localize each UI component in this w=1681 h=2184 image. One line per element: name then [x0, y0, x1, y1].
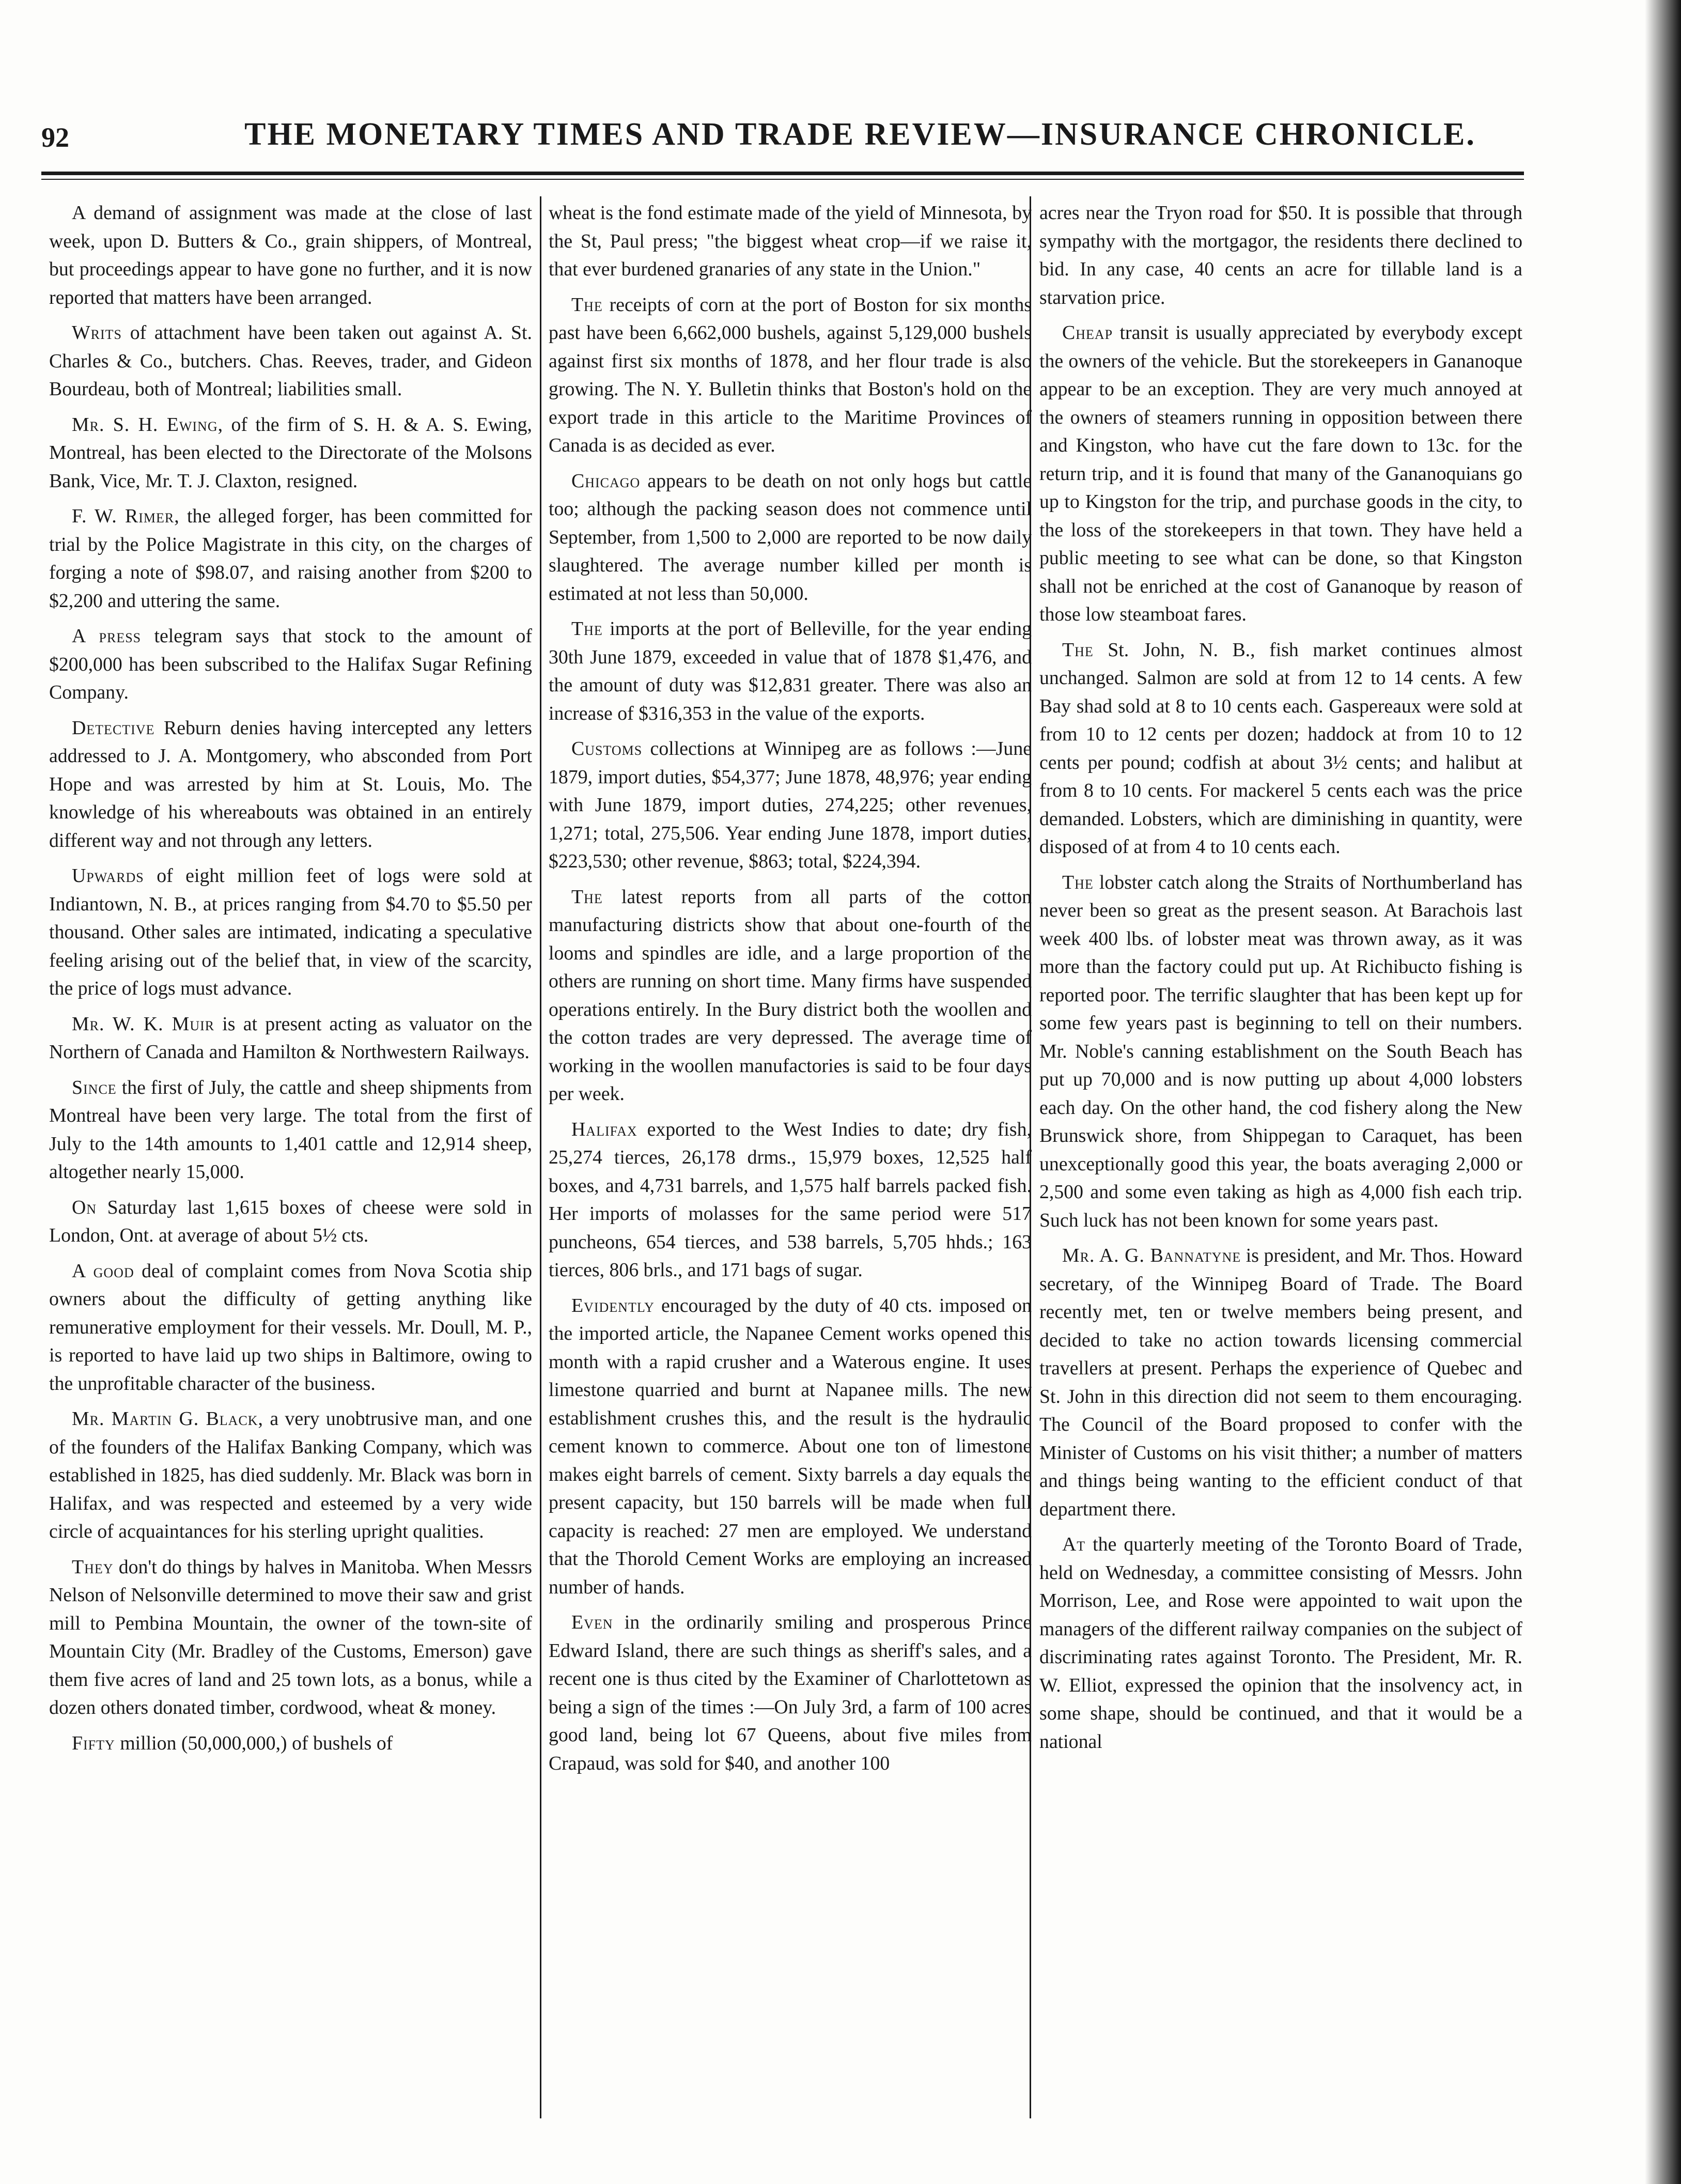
page-header: [41, 116, 1524, 163]
paragraph-text: is president, and Mr. Thos. Howard secretary, of the Winnipeg Board of Trade. The Board recently met, ten or twelve members being present, and decided to take no action towards licensing commercial travellers at present. Perhaps the experience of Quebec and St. John in this direction did not seem to them encouraging. The Council of the Board proposed to confer with the Minister of Customs on his visit thither; a number of matters and things being wanting to the efficient conduct of that department there.: [1039, 1245, 1522, 1520]
page-number: 92: [41, 122, 69, 153]
article-paragraph: [549, 615, 1032, 727]
paragraph-lead: A press: [72, 625, 142, 647]
article-paragraph: [49, 319, 532, 404]
paragraph-lead: Even: [571, 1612, 613, 1633]
paragraph-lead: Mr. Martin G. Black,: [72, 1408, 264, 1430]
paragraph-text: collections at Winnipeg are as follows :—June 1879, import duties, $54,377; June 1878, 48,976; year ending with June 1879, import duties, 274,225; other revenues, 1,271; total, 275,506. Year ending June 1878, import duties, $223,530; other revenue, $863; total, $224,394.: [549, 738, 1032, 872]
paragraph-text: don't do things by halves in Manitoba. When Messrs Nelson of Nelsonville determined to move their saw and grist mill to Pembina Mountain, the owner of the town-site of Mountain City (Mr. Bradley of the Customs, Emerson) gave them five acres of land and 25 town lots, as a bonus, while a dozen others donated timber, cordwood, wheat & money.: [49, 1556, 532, 1718]
paragraph-lead: F. W. Rimer,: [72, 505, 180, 527]
paragraph-text: Saturday last 1,615 boxes of cheese were sold in London, Ont. at average of about 5½ cts.: [49, 1196, 532, 1246]
paragraph-lead: Customs: [571, 738, 643, 760]
article-paragraph: [1039, 869, 1522, 1235]
article-paragraph: [549, 1116, 1032, 1284]
article-paragraph: [1039, 1530, 1522, 1756]
article-paragraph: [49, 199, 532, 312]
paragraph-text: deal of complaint comes from Nova Scotia ship owners about the difficulty of getting anything like remunerative employment for their vessels. Mr. Doull, M. P., is reported to have laid up two ships in Baltimore, owing to the unprofitable character of the business.: [49, 1260, 532, 1395]
column-1: [49, 199, 532, 2126]
header-rule-thin: [41, 179, 1524, 180]
article-paragraph: [1039, 1242, 1522, 1523]
paragraph-text: a very unobtrusive man, and one of the founders of the Halifax Banking Company, which was established in 1825, has died suddenly. Mr. Black was born in Halifax, and was respected and esteemed by a very wide circle of acquaintances for his sterling upright qualities.: [49, 1408, 532, 1542]
paragraph-text: receipts of corn at the port of Boston for six months past have been 6,662,000 bushels, against 5,129,000 bushels against first six months of 1878, and her flour trade is also growing. The N. Y. Bulletin thinks that Boston's hold on the export trade in this article to the Maritime Provinces of Canada is as decided as ever.: [549, 293, 1032, 456]
paragraph-text: in the ordinarily smiling and prosperous Prince Edward Island, there are such things as sheriff's sales, and a recent one is thus cited by the Examiner of Charlottetown as being a sign of the times :—On July 3rd, a farm of 100 acres good land, being lot 67 Queens, about five miles from Crapaud, was sold for $40, and another 100: [549, 1612, 1032, 1774]
paragraph-lead: The: [1062, 639, 1094, 661]
article-paragraph: [49, 1257, 532, 1398]
paragraph-text: of the firm of S. H. & A. S. Ewing, Montreal, has been elected to the Directorate of the Molsons Bank, Vice, Mr. T. J. Claxton, resigned.: [49, 413, 532, 492]
paragraph-lead: At: [1062, 1534, 1086, 1555]
paragraph-lead: The: [1062, 871, 1094, 893]
paragraph-text: exported to the West Indies to date; dry fish, 25,274 tierces, 26,178 drms., 15,979 boxes, 12,525 half boxes, and 4,731 barrels, and 1,575 half barrels packed fish. Her imports of molasses for the same period were 517 puncheons, 654 tierces, and 538 barrels, 5,705 hhds.; 163 tierces, 806 brls., and 171 bags of sugar.: [549, 1118, 1032, 1281]
article-paragraph: [49, 502, 532, 615]
article-paragraph: [549, 735, 1032, 876]
paragraph-lead: Evidently: [571, 1294, 655, 1316]
article-paragraph: [49, 1553, 532, 1722]
paragraph-text: imports at the port of Belleville, for the year ending 30th June 1879, exceeded in value that of 1878 $1,476, and the amount of duty was $12,831 greater. There was also an increase of $316,353 in the value of the exports.: [549, 618, 1032, 724]
article-paragraph: [49, 862, 532, 1003]
article-paragraph: [49, 1010, 532, 1066]
article-paragraph: [49, 1194, 532, 1250]
paragraph-lead: Fifty: [72, 1732, 115, 1754]
paragraph-text: St. John, N. B., fish market continues almost unchanged. Salmon are sold at from 12 to 14 cents. A few Bay shad sold at 8 to 10 cents each. Gaspereaux were sold at from 10 to 12 cents per dozen; haddock at from 10 to 12 cents per pound; codfish at about 3½ cents; and halibut at from 8 to 10 cents. For mackerel 5 cents each was the price demanded. Lobsters, which are diminishing in quantity, were disposed of at from 4 to 10 cents each.: [1039, 639, 1522, 858]
paragraph-text: appears to be death on not only hogs but cattle too; although the packing season does not commence until September, from 1,500 to 2,000 are reported to be now daily slaughtered. The average number killed per month is estimated at not less than 50,000.: [549, 470, 1032, 605]
article-paragraph: [49, 622, 532, 707]
paragraph-text: of eight million feet of logs were sold at Indiantown, N. B., at prices ranging from $4.70 to $5.50 per thousand. Other sales are intimated, indicating a speculative feeling arising out of the belief that, in view of the scarcity, the price of logs must advance.: [49, 865, 532, 999]
paragraph-text: the first of July, the cattle and sheep shipments from Montreal have been very large. The total from the first of July to the 14th amounts to 1,401 cattle and 12,914 sheep, altogether nearly 15,000.: [49, 1076, 532, 1183]
paragraph-text: million (50,000,000,) of bushels of: [115, 1732, 393, 1754]
article-paragraph: [49, 1074, 532, 1186]
article-paragraph: [549, 199, 1032, 284]
paragraph-text: transit is usually appreciated by everybody except the owners of the vehicle. But the storekeepers in Gananoque appear to be an exception. They are very much annoyed at the owners of steamers running in opposition between there and Kingston, who have cut the fare down to 13c. for the return trip, and it is found that many of the Gananoquians go up to Kingston for the trip, and purchase goods in the city, to the loss of the storekeepers in that town. They have held a public meeting to see what can be done, so that Kingston shall not be enriched at the cost of Gananoque by reason of those low steamboat fares.: [1039, 322, 1522, 625]
paragraph-lead: Mr. S. H. Ewing,: [72, 413, 224, 436]
article-paragraph: [549, 1608, 1032, 1777]
article-paragraph: [549, 467, 1032, 608]
paragraph-lead: Writs: [72, 322, 122, 344]
paragraph-lead: Mr. A. G. Bannatyne: [1062, 1245, 1241, 1266]
paragraph-text: wheat is the fond estimate made of the yield of Minnesota, by the St, Paul press; "the biggest wheat crop—if we raise it, that ever burdened granaries of any state in the Union.": [549, 202, 1032, 280]
article-paragraph: [549, 291, 1032, 460]
paragraph-lead: Upwards: [72, 865, 144, 887]
column-3: [1039, 199, 1522, 2126]
article-paragraph: [49, 411, 532, 495]
article-paragraph: [1039, 319, 1522, 629]
paragraph-lead: Halifax: [571, 1118, 637, 1140]
paragraph-lead: Cheap: [1062, 322, 1113, 344]
paragraph-lead: Detective: [72, 717, 155, 739]
paragraph-text: encouraged by the duty of 40 cts. imposed on the imported article, the Napanee Cement works opened this month with a rapid crusher and a Waterous engine. It uses limestone quarried and burnt at Napanee mills. The new establishment crushes this, and the result is the hydraulic cement known to commerce. About one ton of limestone makes eight barrels of cement. Sixty barrels a day equals the present capacity, but 150 barrels will be made when full capacity is reached: 27 men are employed. We understand that the Thorold Cement Works are employing an increased number of hands.: [549, 1294, 1032, 1598]
paragraph-lead: They: [72, 1556, 114, 1578]
page-edge-shadow: [1645, 0, 1681, 2184]
paragraph-text: is at present acting as valuator on the Northern of Canada and Hamilton & Northwestern Railways.: [49, 1013, 532, 1063]
article-paragraph: [549, 883, 1032, 1108]
paragraph-text: acres near the Tryon road for $50. It is possible that through sympathy with the mortgagor, the residents there declined to bid. In any case, 40 cents an acre for tillable land is a starvation price.: [1039, 202, 1522, 308]
paragraph-text: A demand of assignment was made at the close of last week, upon D. Butters & Co., grain shippers, of Montreal, but proceedings appear to have gone no further, and it is now reported that matters have been arranged.: [49, 202, 532, 308]
paragraph-lead: The: [571, 618, 603, 640]
column-2: [549, 199, 1032, 2126]
paragraph-lead: The: [571, 886, 603, 908]
article-paragraph: [49, 714, 532, 855]
paragraph-lead: Since: [72, 1076, 117, 1098]
paragraph-lead: On: [72, 1196, 97, 1218]
article-paragraph: [49, 1729, 532, 1758]
paragraph-text: of attachment have been taken out against A. St. Charles & Co., butchers. Chas. Reeves, trader, and Gideon Bourdeau, both of Montreal; liabilities small.: [49, 322, 532, 400]
column-divider-1: [540, 196, 541, 2118]
article-paragraph: [549, 1292, 1032, 1602]
paragraph-text: lobster catch along the Straits of Northumberland has never been so great as the present season. At Barachois last week 400 lbs. of lobster meat was thrown away, as it was more than the factory could put up. At Richibucto fishing is reported poor. The terrific slaughter that has been kept up for some few years past is beginning to tell on their numbers. Mr. Noble's canning establishment on the South Beach has put up 70,000 and is now putting up about 4,000 lobsters each day. On the other hand, the cod fishery along the New Brunswick shore, from Shippegan to Caraquet, has been unexceptionally good this year, the boats averaging 2,000 or 2,500 and some even taking as high as 4,000 fish each trip. Such luck has not been known for some years past.: [1039, 871, 1522, 1231]
paragraph-text: latest reports from all parts of the cotton manufacturing districts show that about one-fourth of the looms and spindles are idle, and a large proportion of the others are running on short time. Many firms have suspended operations entirely. In the Bury district both the woollen and the cotton trades are very depressed. The average time of working in the woollen manufactories is said to be four days per week.: [549, 886, 1032, 1105]
page-title: THE MONETARY TIMES AND TRADE REVIEW—INSURANCE CHRONICLE.: [244, 117, 1476, 152]
paragraph-lead: Mr. W. K. Muir: [72, 1013, 215, 1035]
paragraph-text: the alleged forger, has been committed for trial by the Police Magistrate in this city, on the charges of forging a note of $98.07, and raising another from $200 to $2,200 and uttering the same.: [49, 505, 532, 612]
article-paragraph: [49, 1405, 532, 1546]
paragraph-lead: A good: [72, 1260, 134, 1282]
paragraph-lead: The: [571, 293, 603, 316]
article-paragraph: [1039, 636, 1522, 861]
header-rule-thick: [41, 172, 1524, 175]
paragraph-text: the quarterly meeting of the Toronto Board of Trade, held on Wednesday, a committee consisting of Messrs. John Morrison, Lee, and Rose were appointed to wait upon the managers of the different railway companies on the subject of discriminating rates against Toronto. The President, Mr. R. W. Elliot, expressed the opinion that the insolvency act, in some shape, should be continued, and that it would be a national: [1039, 1534, 1522, 1753]
paragraph-text: telegram says that stock to the amount of $200,000 has been subscribed to the Halifax Sugar Refining Company.: [49, 625, 532, 703]
article-paragraph: [1039, 199, 1522, 312]
paragraph-text: Reburn denies having intercepted any letters addressed to J. A. Montgomery, who absconded from Port Hope and was arrested by him at St. Louis, Mo. The knowledge of his whereabouts was obtained in an entirely different way and not through any letters.: [49, 717, 532, 851]
paragraph-lead: Chicago: [571, 470, 641, 492]
